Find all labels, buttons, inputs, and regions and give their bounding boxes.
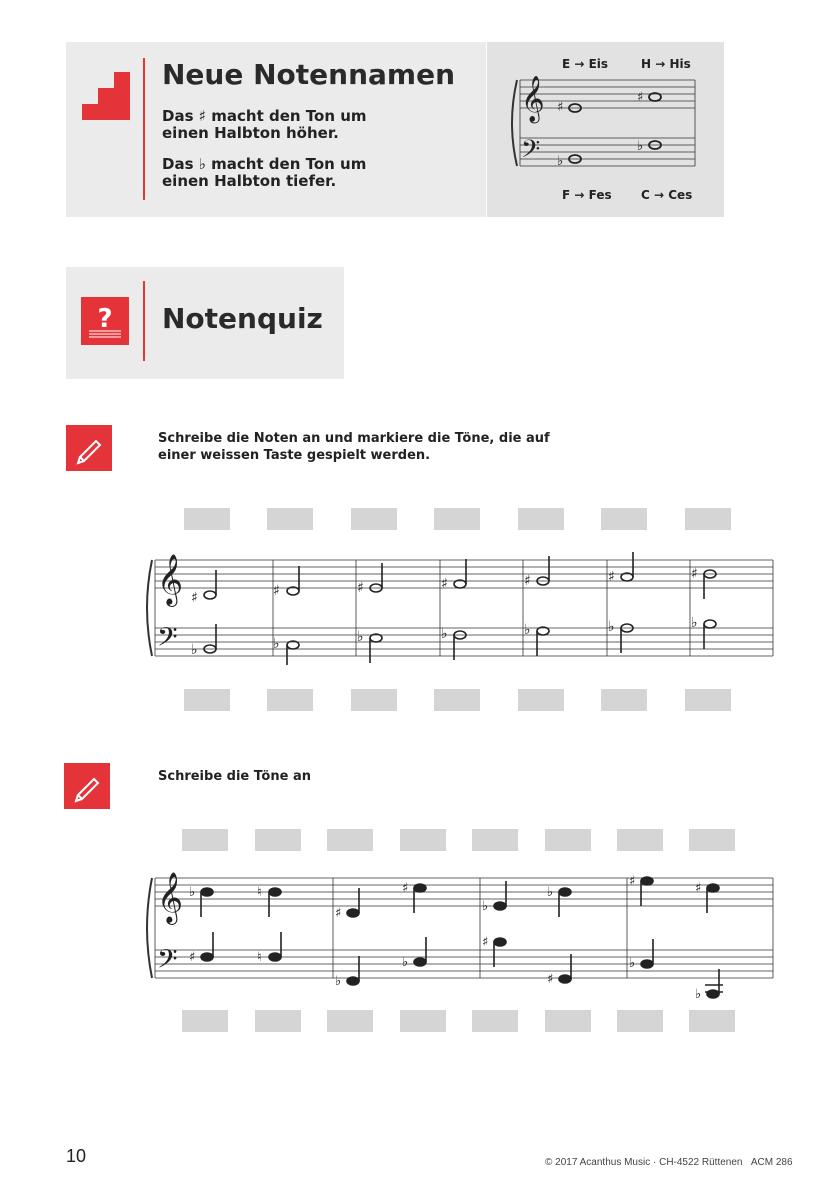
svg-text:♯: ♯	[441, 576, 448, 592]
svg-text:♯: ♯	[335, 906, 342, 921]
sharp-explanation: Das ♯ macht den Ton um einen Halbton höher.	[162, 107, 367, 142]
copyright-notice: © 2017 Acanthus Music · CH-4522 Rüttenen ACM 286	[545, 1157, 793, 1168]
svg-text:♯: ♯	[637, 90, 644, 105]
svg-text:𝄢: 𝄢	[521, 135, 541, 170]
page-number: 10	[66, 1146, 87, 1166]
svg-text:♭: ♭	[482, 899, 489, 914]
answer-box[interactable]	[601, 508, 647, 530]
question-music-icon	[81, 297, 129, 345]
svg-text:♭: ♭	[524, 622, 531, 638]
pencil-icon	[66, 425, 112, 471]
answer-box[interactable]	[327, 829, 373, 851]
answer-box[interactable]	[434, 689, 480, 711]
svg-text:♭: ♭	[557, 154, 564, 169]
svg-text:♭: ♭	[357, 629, 364, 645]
answer-box[interactable]	[351, 689, 397, 711]
flat-symbol: ♭	[198, 155, 206, 173]
svg-text:♯: ♯	[691, 566, 698, 582]
answer-box[interactable]	[617, 829, 663, 851]
stairs-icon	[82, 72, 130, 120]
svg-text:♯: ♯	[557, 100, 564, 115]
svg-text:♭: ♭	[273, 636, 280, 652]
svg-text:♭: ♭	[335, 974, 342, 989]
flat-explanation: Das ♭ macht den Ton um einen Halbton tiefer.	[162, 155, 367, 190]
answer-box[interactable]	[601, 689, 647, 711]
answer-box[interactable]	[184, 689, 230, 711]
svg-text:♯: ♯	[402, 881, 409, 896]
svg-text:♭: ♭	[441, 626, 448, 642]
answer-box[interactable]	[327, 1010, 373, 1032]
answer-box[interactable]	[255, 829, 301, 851]
answer-box[interactable]	[685, 508, 731, 530]
info-divider	[143, 58, 145, 200]
example-label-h-his: H → His	[641, 57, 691, 71]
svg-text:♮: ♮	[257, 885, 262, 900]
svg-text:♯: ♯	[482, 935, 489, 950]
svg-text:♯: ♯	[695, 881, 702, 896]
exercise2-instruction: Schreibe die Töne an	[158, 769, 311, 784]
svg-text:♭: ♭	[402, 955, 409, 970]
quiz-title: Notenquiz	[162, 302, 323, 335]
exercise1-grand-staff	[145, 550, 780, 665]
answer-box[interactable]	[689, 1010, 735, 1032]
answer-box[interactable]	[400, 829, 446, 851]
svg-text:♭: ♭	[608, 619, 615, 635]
answer-box[interactable]	[434, 508, 480, 530]
svg-text:♭: ♭	[691, 615, 698, 631]
exercise2-grand-staff	[145, 868, 780, 1003]
svg-text:𝄞: 𝄞	[157, 872, 184, 923]
quiz-divider	[143, 281, 145, 361]
svg-text:♭: ♭	[695, 987, 702, 1002]
answer-box[interactable]	[182, 829, 228, 851]
answer-box[interactable]	[685, 689, 731, 711]
info-title: Neue Notennamen	[162, 58, 456, 91]
svg-text:𝄞: 𝄞	[521, 76, 545, 122]
svg-text:♭: ♭	[191, 642, 198, 658]
svg-text:♯: ♯	[547, 972, 554, 987]
answer-box[interactable]	[400, 1010, 446, 1032]
svg-text:♯: ♯	[629, 874, 636, 889]
example-label-e-eis: E → Eis	[562, 57, 609, 71]
example-label-f-fes: F → Fes	[562, 188, 612, 202]
answer-box[interactable]	[472, 1010, 518, 1032]
svg-text:♯: ♯	[191, 590, 198, 606]
svg-text:𝄞: 𝄞	[157, 554, 184, 605]
pencil-icon	[64, 763, 110, 809]
svg-text:♯: ♯	[524, 573, 531, 589]
svg-text:♭: ♭	[547, 885, 554, 900]
exercise1-instruction: Schreibe die Noten an und markiere die Töne, die auf einer weissen Taste gespielt werden.	[158, 431, 550, 463]
answer-box[interactable]	[545, 829, 591, 851]
answer-box[interactable]	[351, 508, 397, 530]
answer-box[interactable]	[182, 1010, 228, 1032]
svg-text:♭: ♭	[189, 885, 196, 900]
svg-text:?: ?	[97, 304, 113, 334]
answer-box[interactable]	[545, 1010, 591, 1032]
svg-text:♯: ♯	[273, 583, 280, 599]
catalog-number: ACM 286	[750, 1157, 793, 1168]
answer-box[interactable]	[255, 1010, 301, 1032]
example-label-c-ces: C → Ces	[641, 188, 693, 202]
answer-box[interactable]	[472, 829, 518, 851]
answer-box[interactable]	[617, 1010, 663, 1032]
svg-text:♯: ♯	[357, 580, 364, 596]
answer-box[interactable]	[267, 508, 313, 530]
svg-text:♭: ♭	[637, 139, 644, 154]
svg-text:♯: ♯	[189, 950, 196, 965]
svg-text:♭: ♭	[629, 956, 636, 971]
answer-box[interactable]	[518, 508, 564, 530]
answer-box[interactable]	[689, 829, 735, 851]
answer-box[interactable]	[267, 689, 313, 711]
svg-text:♮: ♮	[257, 950, 262, 965]
svg-text:𝄢: 𝄢	[157, 621, 178, 659]
sharp-symbol: ♯	[198, 107, 207, 125]
svg-text:𝄢: 𝄢	[157, 943, 178, 981]
svg-text:♯: ♯	[608, 569, 615, 585]
example-grand-staff	[505, 70, 705, 190]
answer-box[interactable]	[518, 689, 564, 711]
answer-box[interactable]	[184, 508, 230, 530]
